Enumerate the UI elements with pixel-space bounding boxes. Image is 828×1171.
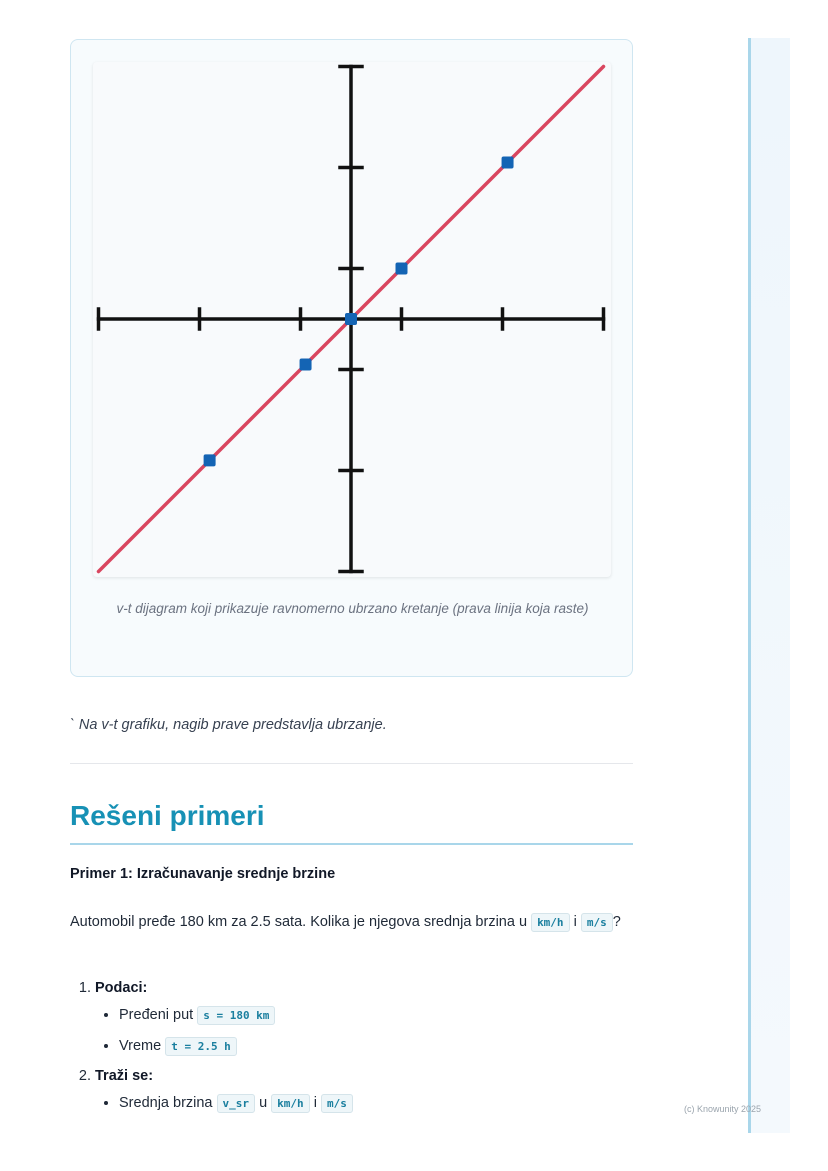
figure-caption: v-t dijagram koji prikazuje ravnomerno ubrzano kretanje (prava linija koja raste) [116,601,589,616]
data-point [396,263,408,275]
step-sublist [95,1000,665,1062]
step-label: Podaci: [95,980,148,996]
item-code: v_sr [217,1094,256,1113]
list-item [119,1088,665,1119]
problem-text-part3: ? [612,914,621,930]
example-problem-text [70,907,640,938]
item-code: t = 2.5 h [165,1037,237,1056]
step-sublist [95,1088,665,1119]
data-point [204,454,216,466]
watermark: (c) Knowunity 2025 [684,1104,762,1114]
data-point [502,156,514,168]
item-code: km/h [271,1094,310,1113]
solution-steps [70,980,665,1125]
unit-code-kmh: km/h [531,913,570,932]
vt-chart [93,62,611,577]
section-underline [70,843,633,845]
step-item [95,980,665,1062]
note-text: ` Na v-t grafiku, nagib prave predstavlja ubrzanje. [70,717,387,733]
item-code: s = 180 km [197,1006,275,1025]
problem-text-part1: Automobil pređe 180 km za 2.5 sata. Kolika je njegova srednja brzina u [70,914,528,930]
item-text: Pređeni put [119,1007,194,1023]
list-item [119,1031,665,1062]
example-title: Primer 1: Izračunavanje srednje brzine [70,866,336,882]
data-point [345,313,357,325]
item-text: u [259,1095,268,1111]
step-label: Traži se: [95,1068,154,1084]
item-code: m/s [321,1094,353,1113]
figure-card [70,39,633,677]
item-text: Vreme [119,1038,162,1054]
right-sidebar-panel [748,38,790,1133]
data-point [300,358,312,370]
item-text: Srednja brzina [119,1095,213,1111]
item-text: i [313,1095,317,1111]
problem-text-part2: i [573,914,577,930]
unit-code-ms: m/s [581,913,613,932]
section-divider [70,763,633,764]
plot-frame [93,62,611,577]
section-title: Rešeni primeri [70,800,265,831]
list-item [119,1000,665,1031]
step-item [95,1068,665,1119]
